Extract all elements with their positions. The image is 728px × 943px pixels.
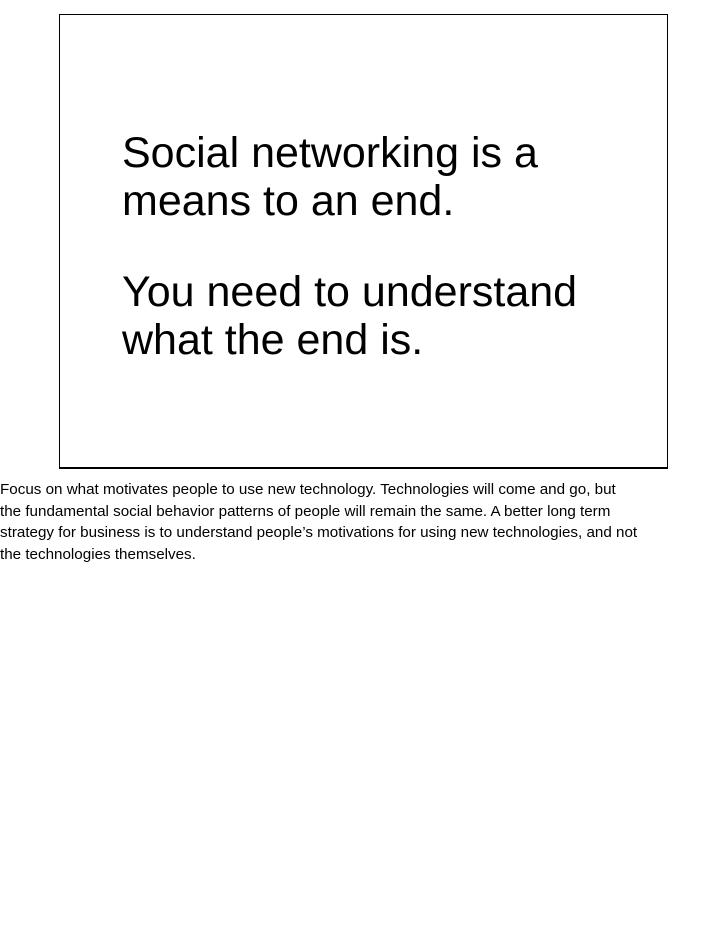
speaker-notes: Focus on what motivates people to use new technology. Technologies will come and go, but the fundamental social behavior patterns of people will remain the same. A better long term strategy for business is to understand people’s motivations for using new technologies, and not the technologies themselves.	[0, 481, 638, 563]
slide-text	[122, 129, 577, 364]
slide-paragraph-1-line-2: means to an end.	[122, 177, 455, 225]
slide-paragraph-1-line-1: Social networking is a	[122, 129, 538, 177]
slide-paragraph-2-line-2: what the end is.	[122, 316, 424, 364]
slide-frame	[59, 14, 668, 469]
paragraph-spacer	[122, 225, 577, 268]
slide-paragraph-2-line-1: You need to understand	[122, 268, 578, 316]
